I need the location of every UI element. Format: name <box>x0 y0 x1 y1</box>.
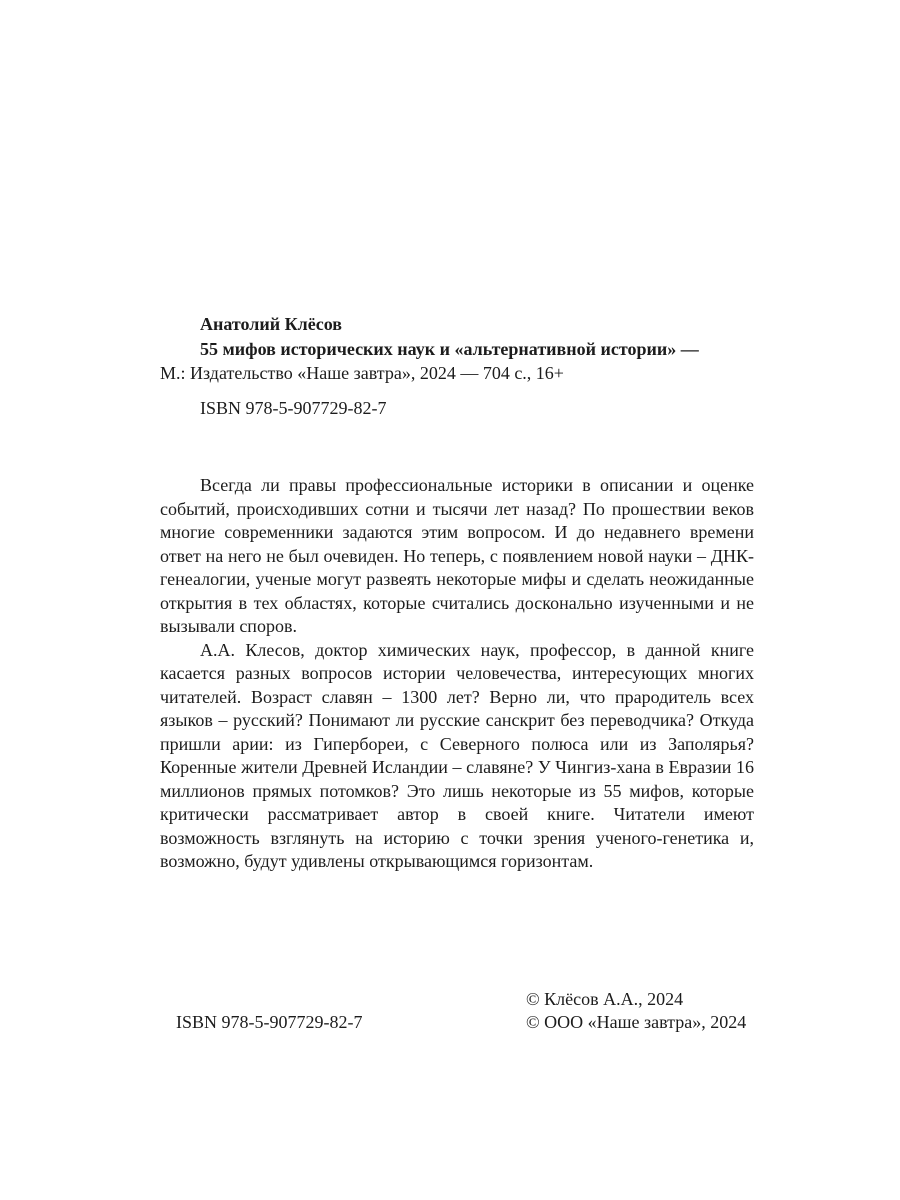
book-annotation <box>160 474 754 874</box>
copyright-author: © Клёсов А.А., 2024 <box>526 989 684 1009</box>
copyright-block <box>526 988 746 1034</box>
publication-imprint: М.: Издательство «Наше завтра», 2024 — 704 с., 16+ <box>160 363 564 383</box>
isbn-record: ISBN 978-5-907729-82-7 <box>200 398 387 418</box>
annotation-paragraph: А.А. Клесов, доктор химических наук, профессор, в данной книге касается разных вопросов истории человечества, интересующих многих читателей. Возраст славян – 1300 лет? Верно ли, что прародитель всех языков – русский? Понимают ли русские санскрит без переводчика? Откуда пришли арии: из Гипербореи, с Северного полюса или из Заполярья? Коренные жители Древней Исландии – славяне? У Чингиз-хана в Евразии 16 миллионов прямых потомков? Это лишь некоторые из 55 мифов, которые критически рассматривает автор в своей книге. Читатели имеют возможность взглянуть на историю с точки зрения ученого-генетика и, возможно, будут удивлены открывающимся горизонтам. <box>160 639 754 871</box>
book-title: 55 мифов исторических наук и «альтернативной истории» — <box>200 338 699 359</box>
copyright-publisher: © ООО «Наше завтра», 2024 <box>526 1012 747 1032</box>
annotation-paragraph: Всегда ли правы профессиональные историки в описании и оценке событий, происходивших сотни и тысячи лет назад? По прошествии веков многие современники задаются этим вопросом. И до недавнего времени ответ на него не был очевиден. Но теперь, с появлением новой науки – ДНК-генеалогии, ученые могут развеять некоторые мифы и сделать неожиданные открытия в тех областях, которые считались досконально изученными и не вызывали споров. <box>160 475 754 636</box>
isbn-footer: ISBN 978-5-907729-82-7 <box>176 1012 363 1032</box>
bibliographic-record <box>160 312 760 386</box>
book-author: Анатолий Клёсов <box>200 314 343 334</box>
